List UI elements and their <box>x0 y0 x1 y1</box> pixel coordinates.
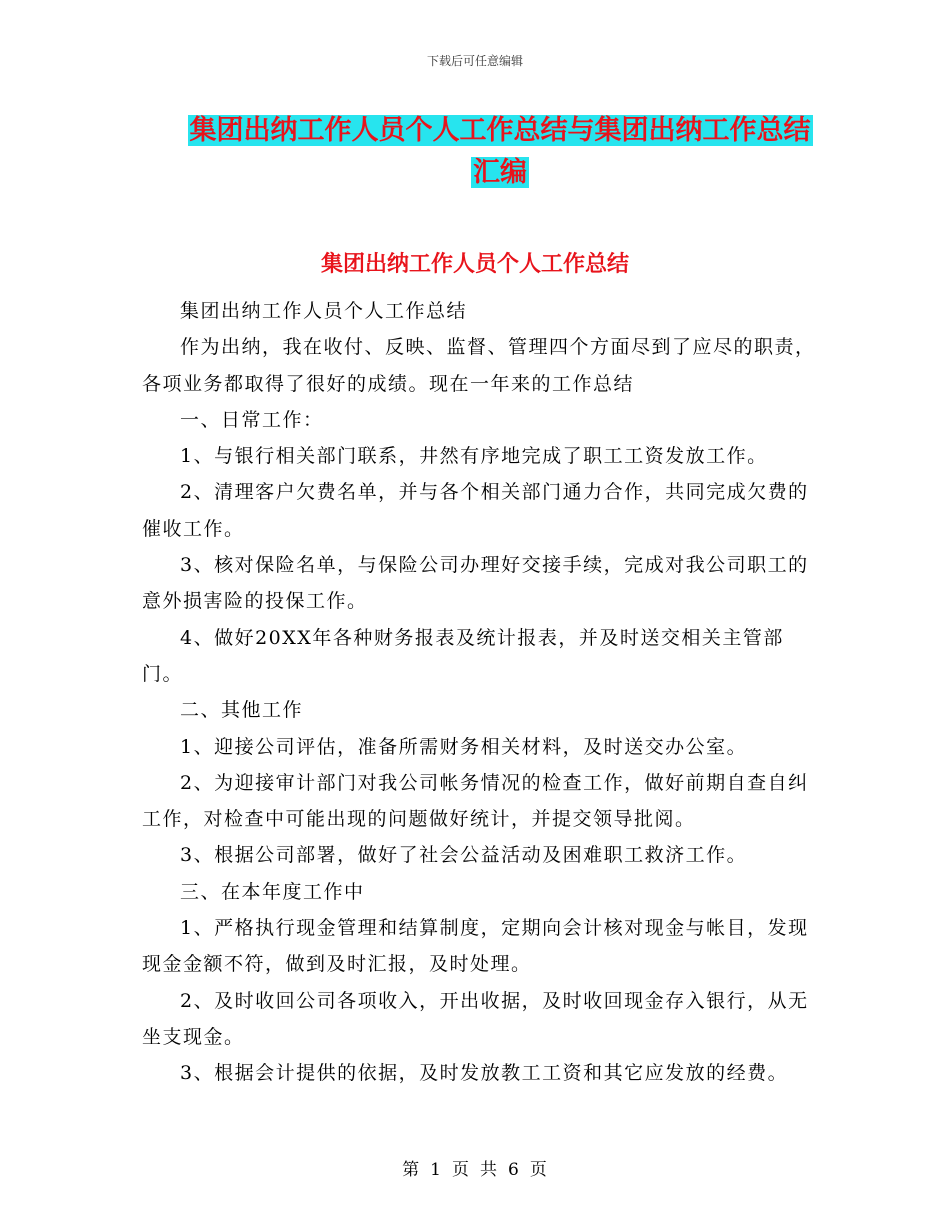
paragraph: 二、其他工作 <box>180 699 304 722</box>
title-line-1-text: 集团出纳工作人员个人工作总结与集团出纳工作总结 <box>189 115 811 146</box>
footer-word: 页 <box>452 1160 470 1180</box>
paragraph: 4、做好20XX年各种财务报表及统计报表，并及时送交相关主管部门。 <box>142 626 784 685</box>
paragraph: 作为出纳，我在收付、反映、监督、管理四个方面尽到了应尽的职责，各项业务都取得了很好的成绩。现在一年来的工作总结 <box>142 336 816 395</box>
paragraph: 3、核对保险名单，与保险公司办理好交接手续，完成对我公司职工的意外损害险的投保工作。 <box>142 554 809 613</box>
paragraph: 1、与银行相关部门联系，井然有序地完成了职工工资发放工作。 <box>180 445 768 468</box>
page-number: 1 <box>430 1160 442 1180</box>
paragraph: 3、根据会计提供的依据，及时发放教工工资和其它应发放的经费。 <box>180 1062 789 1085</box>
paragraph: 3、根据公司部署，做好了社会公益活动及困难职工救济工作。 <box>180 844 748 867</box>
header-note: 下载后可任意编辑 <box>426 54 523 68</box>
title-line-1 <box>140 110 860 152</box>
section-title: 集团出纳工作人员个人工作总结 <box>320 251 629 277</box>
document-title <box>140 110 860 194</box>
document-body <box>142 293 822 1092</box>
footer-word: 第 <box>402 1160 421 1180</box>
title-line-2-text: 汇编 <box>473 157 527 188</box>
paragraph: 集团出纳工作人员个人工作总结 <box>180 300 468 322</box>
title-line-2 <box>140 152 860 194</box>
paragraph: 2、为迎接审计部门对我公司帐务情况的检查工作，做好前期自查自纠工作，对检查中可能出现的问题做好统计，并提交领导批阅。 <box>142 771 809 831</box>
paragraph: 一、日常工作： <box>180 408 324 431</box>
paragraph: 1、严格执行现金管理和结算制度，定期向会计核对现金与帐目，发现现金金额不符，做到及时汇报，及时处理。 <box>142 917 809 976</box>
page-footer <box>0 1155 950 1180</box>
paragraph: 三、在本年度工作中 <box>180 880 365 903</box>
paragraph: 2、及时收回公司各项收入，开出收据，及时收回现金存入银行，从无坐支现金。 <box>142 989 809 1048</box>
footer-word: 共 <box>480 1160 498 1180</box>
paragraph: 1、迎接公司评估，准备所需财务相关材料，及时送交办公室。 <box>180 735 748 758</box>
footer-word: 页 <box>529 1160 548 1180</box>
paragraph: 2、清理客户欠费名单，并与各个相关部门通力合作，共同完成欠费的催收工作。 <box>142 481 809 540</box>
page-total: 6 <box>508 1160 520 1180</box>
